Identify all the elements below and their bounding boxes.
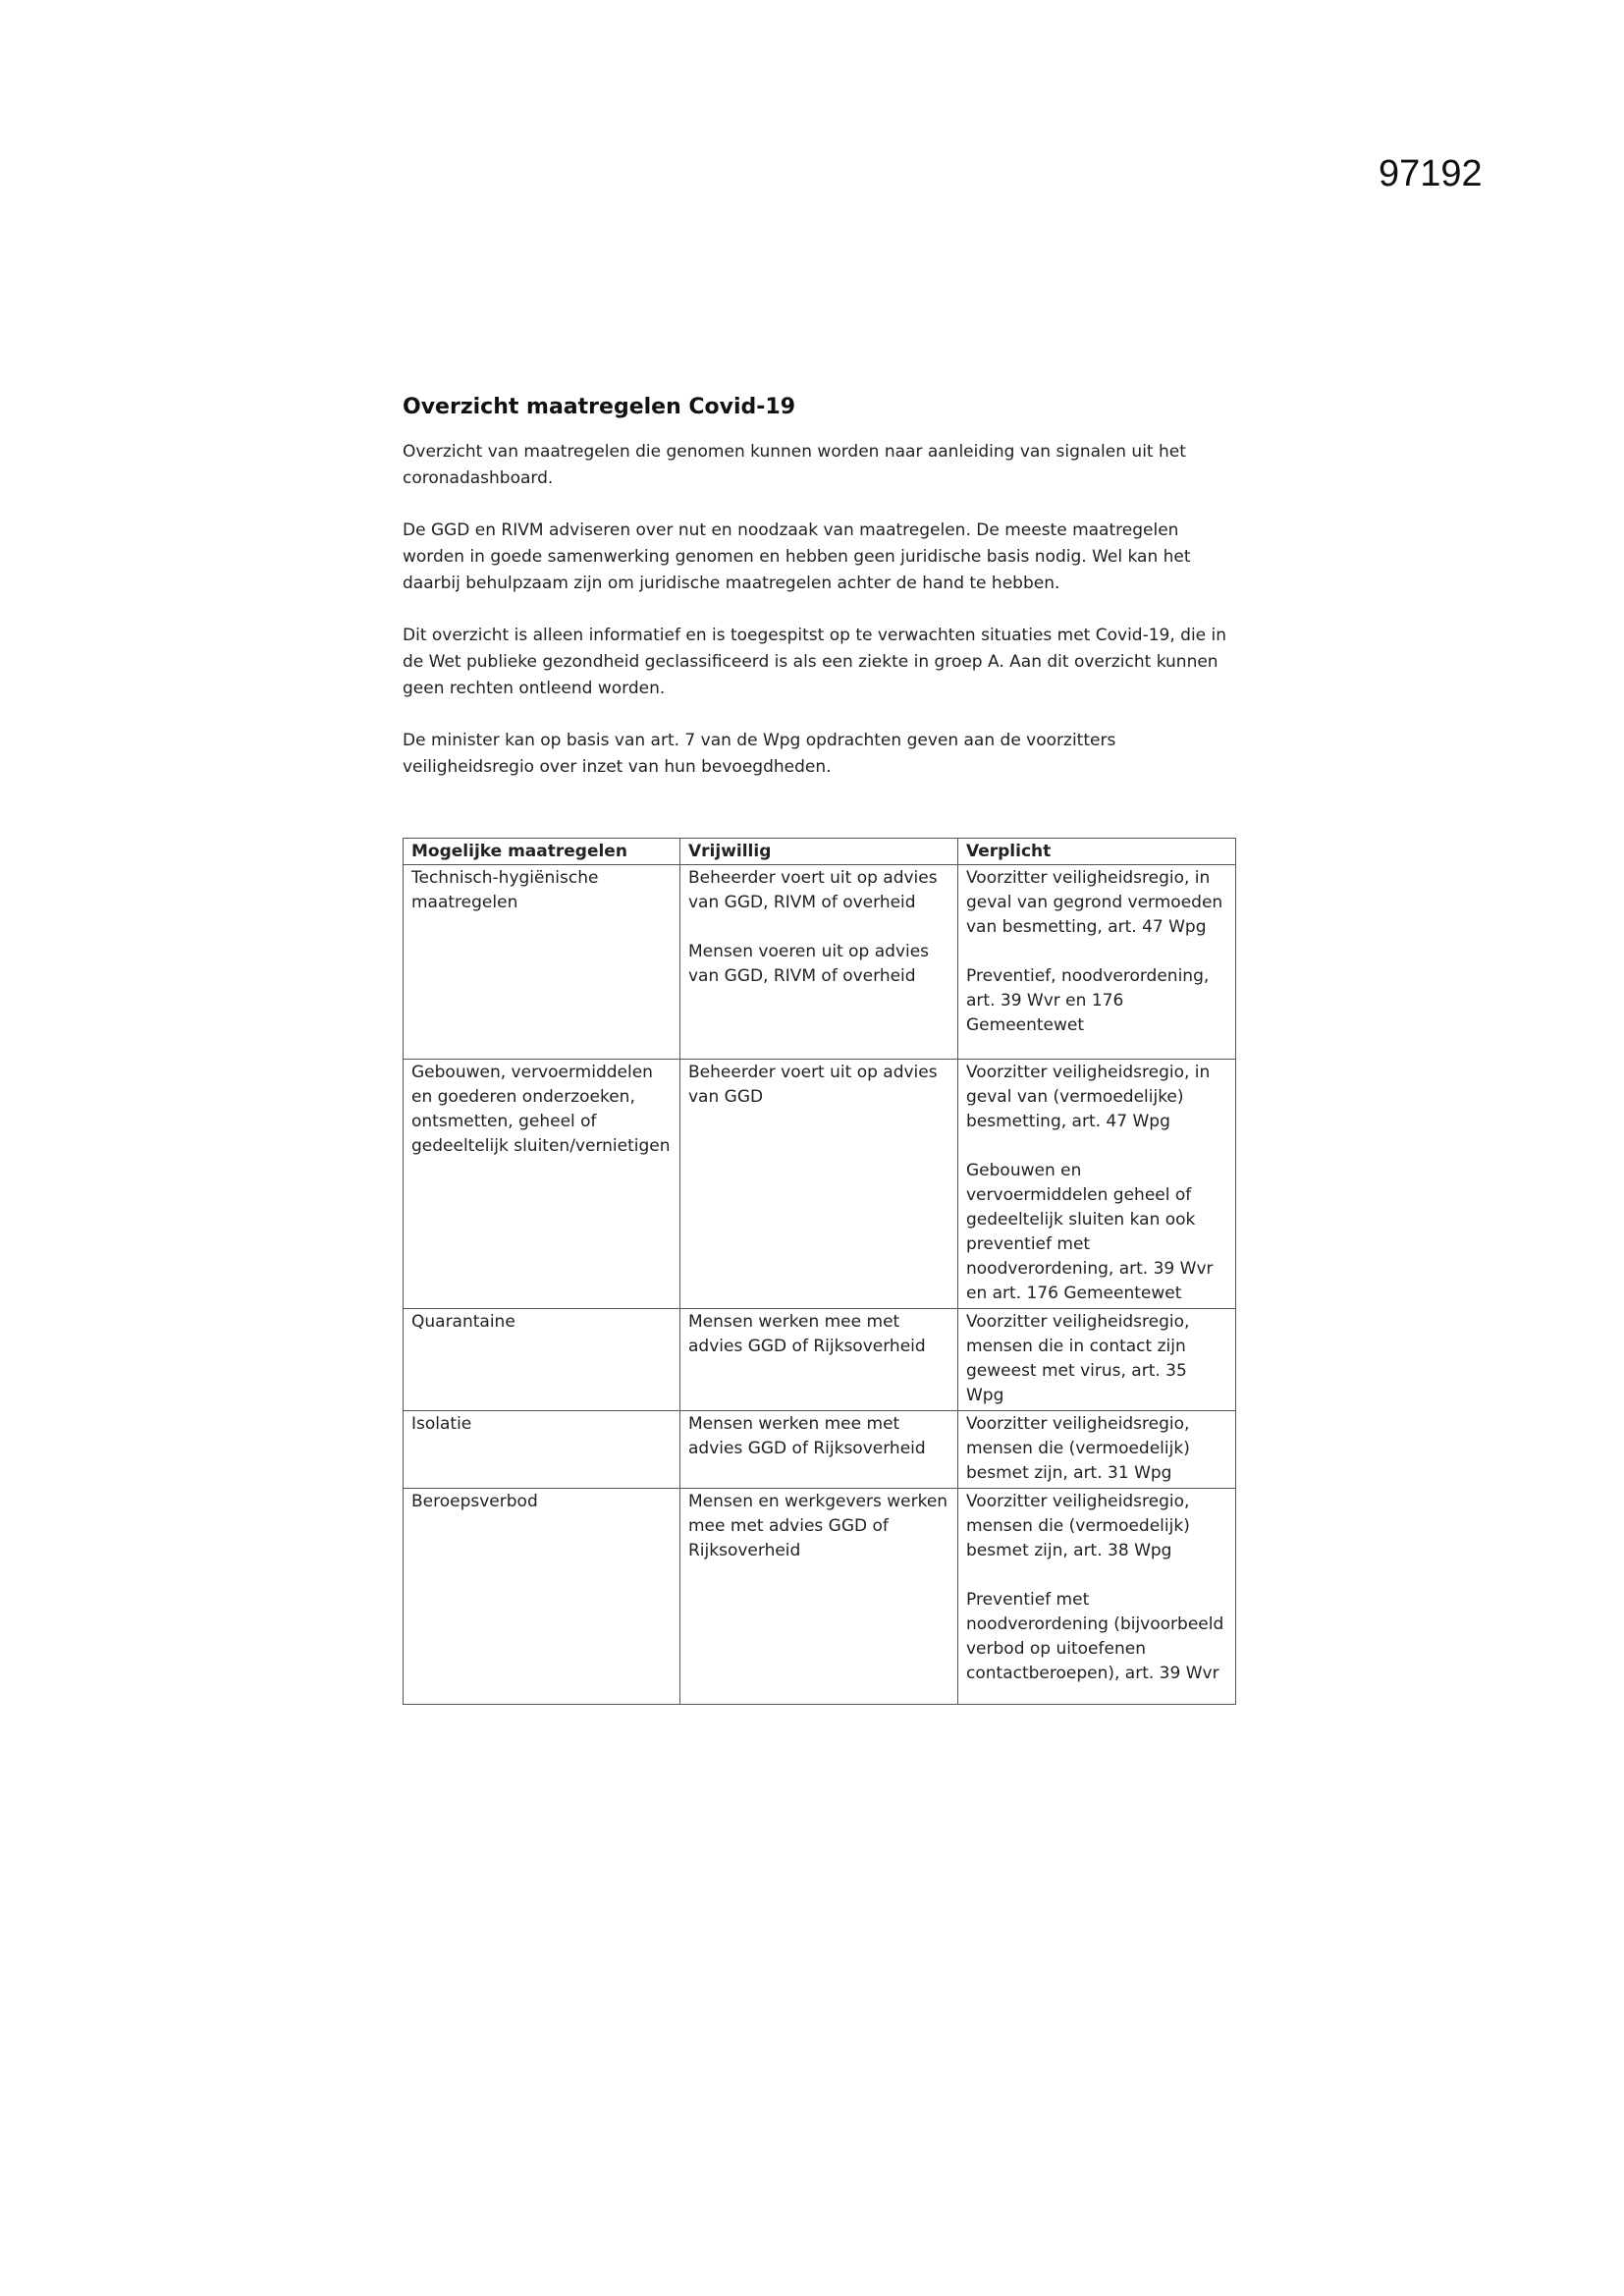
minister-paragraph: De minister kan op basis van art. 7 van de Wpg opdrachten geven aan de voorzitters veiligheidsregio over inzet van hun bevoegdheden. <box>403 731 1116 777</box>
measure-text: Technisch-hygiënische maatregelen <box>411 868 599 912</box>
document-title: Overzicht maatregelen Covid-19 <box>403 395 796 419</box>
mandatory-text: Voorzitter veiligheidsregio, in geval van (vermoedelijke) besmetting, art. 47 Wpg <box>966 1063 1211 1131</box>
table-row <box>404 865 1236 1060</box>
measure-cell <box>404 865 680 1060</box>
mandatory-cell <box>958 865 1236 1060</box>
disclaimer-paragraph: Dit overzicht is alleen informatief en is toegespitst op te verwachten situaties met Covid-19, die in de Wet publieke gezondheid geclassificeerd is als een ziekte in groep A. Aan dit overzicht kunnen geen rechten ontleend worden. <box>403 626 1227 698</box>
mandatory-text: Voorzitter veiligheidsregio, mensen die (vermoedelijk) besmet zijn, art. 31 Wpg <box>966 1414 1190 1483</box>
voluntary-cell <box>680 1489 958 1705</box>
measure-cell <box>404 1489 680 1705</box>
voluntary-text: Mensen werken mee met advies GGD of Rijksoverheid <box>688 1414 926 1458</box>
table-row <box>404 1411 1236 1489</box>
document-body <box>403 395 1237 1705</box>
intro-paragraph: Overzicht van maatregelen die genomen kunnen worden naar aanleiding van signalen uit het coronadashboard. <box>403 442 1186 488</box>
mandatory-text: Gebouwen en vervoermiddelen geheel of gedeeltelijk sluiten kan ook preventief met noodverordening, art. 39 Wvr en art. 176 Gemeentewet <box>966 1161 1214 1303</box>
measure-text: Beroepsverbod <box>411 1492 538 1511</box>
table-row <box>404 1060 1236 1309</box>
table-row <box>404 1309 1236 1411</box>
mandatory-cell <box>958 1309 1236 1411</box>
voluntary-text: Mensen en werkgevers werken mee met advies GGD of Rijksoverheid <box>688 1492 948 1560</box>
mandatory-text: Preventief, noodverordening, art. 39 Wvr en 176 Gemeentewet <box>966 966 1210 1035</box>
voluntary-text: Beheerder voert uit op advies van GGD, RIVM of overheid <box>688 868 938 912</box>
table-row <box>404 1489 1236 1705</box>
mandatory-cell <box>958 1060 1236 1309</box>
mandatory-cell <box>958 1489 1236 1705</box>
advice-paragraph: De GGD en RIVM adviseren over nut en noodzaak van maatregelen. De meeste maatregelen worden in goede samenwerking genomen en hebben geen juridische basis nodig. Wel kan het daarbij behulpzaam zijn om juridische maatregelen achter de hand te hebben. <box>403 520 1191 593</box>
measure-text: Gebouwen, vervoermiddelen en goederen onderzoeken, ontsmetten, geheel of gedeeltelijk sluiten/vernietigen <box>411 1063 671 1156</box>
voluntary-text: Beheerder voert uit op advies van GGD <box>688 1063 938 1107</box>
header-measures: Mogelijke maatregelen <box>404 839 680 865</box>
mandatory-text: Preventief met noodverordening (bijvoorbeeld verbod op uitoefenen contactberoepen), art. 39 Wvr <box>966 1590 1224 1683</box>
voluntary-cell <box>680 1309 958 1411</box>
measure-cell <box>404 1411 680 1489</box>
measure-cell <box>404 1060 680 1309</box>
measure-text: Quarantaine <box>411 1312 515 1332</box>
mandatory-text: Voorzitter veiligheidsregio, in geval van gegrond vermoeden van besmetting, art. 47 Wpg <box>966 868 1223 937</box>
voluntary-cell <box>680 1411 958 1489</box>
header-voluntary: Vrijwillig <box>680 839 958 865</box>
voluntary-cell <box>680 865 958 1060</box>
mandatory-text: Voorzitter veiligheidsregio, mensen die (vermoedelijk) besmet zijn, art. 38 Wpg <box>966 1492 1190 1560</box>
document-number: 97192 <box>1379 153 1483 194</box>
voluntary-cell <box>680 1060 958 1309</box>
mandatory-text: Voorzitter veiligheidsregio, mensen die in contact zijn geweest met virus, art. 35 Wpg <box>966 1312 1190 1405</box>
mandatory-cell <box>958 1411 1236 1489</box>
voluntary-text: Mensen voeren uit op advies van GGD, RIVM of overheid <box>688 942 930 986</box>
measure-text: Isolatie <box>411 1414 472 1434</box>
table-header-row <box>404 839 1236 865</box>
measure-cell <box>404 1309 680 1411</box>
voluntary-text: Mensen werken mee met advies GGD of Rijksoverheid <box>688 1312 926 1356</box>
measures-table <box>403 838 1236 1705</box>
header-mandatory: Verplicht <box>958 839 1236 865</box>
